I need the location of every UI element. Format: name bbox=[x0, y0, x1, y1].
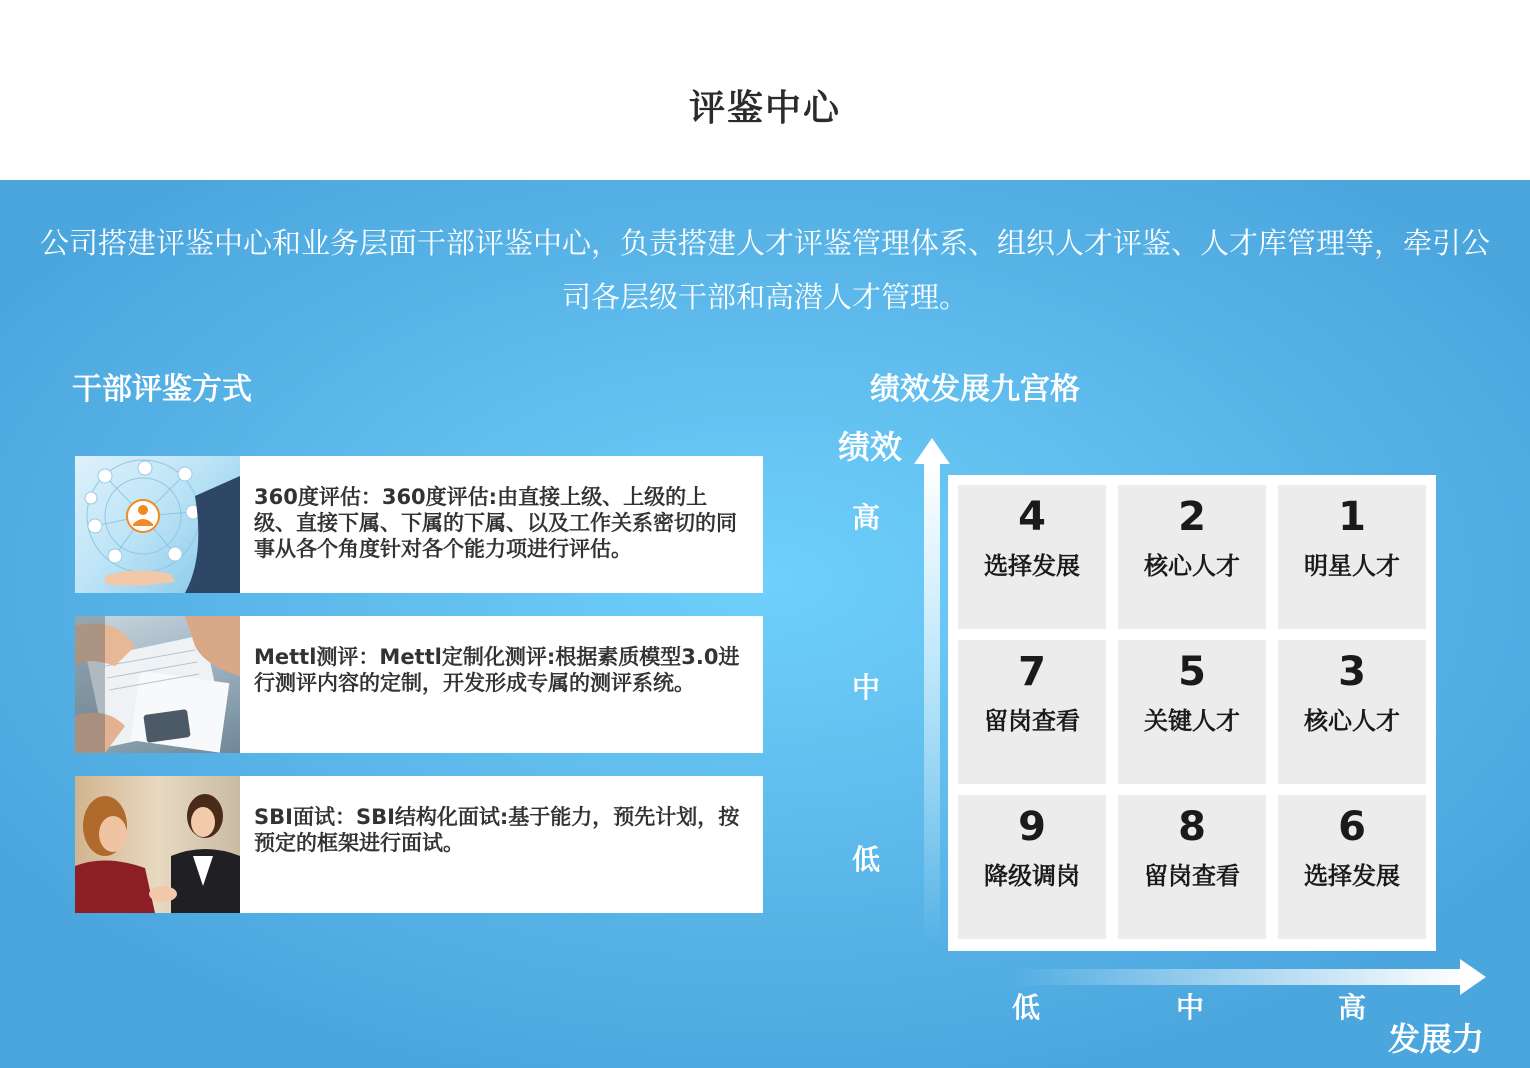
y-tick-high: 高 bbox=[852, 501, 881, 534]
network-people-image bbox=[75, 456, 240, 593]
y-axis-arrow bbox=[924, 462, 940, 942]
main-section bbox=[0, 180, 1530, 1068]
grid-cell bbox=[1118, 485, 1266, 629]
cell-label: 明星人才 bbox=[1304, 552, 1400, 580]
cell-label: 留岗查看 bbox=[984, 707, 1080, 735]
x-tick-low: 低 bbox=[1012, 991, 1041, 1024]
method-desc-sbi: SBI面试：SBI结构化面试:基于能力，预先计划，按预定的框架进行面试。 bbox=[254, 805, 740, 855]
method-desc-mettl: Mettl测评：Mettl定制化测评:根据素质模型3.0进行测评内容的定制，开发形成专属的测评系统。 bbox=[254, 645, 740, 695]
grid-cell bbox=[1278, 485, 1426, 629]
interview-handshake-image bbox=[75, 776, 240, 913]
grid-cell bbox=[1278, 640, 1426, 784]
cell-label: 关键人才 bbox=[1144, 707, 1240, 735]
cell-label: 选择发展 bbox=[1304, 862, 1400, 890]
cell-number: 5 bbox=[1178, 649, 1206, 695]
cell-label: 核心人才 bbox=[1144, 552, 1240, 580]
cell-label: 留岗查看 bbox=[1144, 862, 1240, 890]
y-axis-arrowhead bbox=[914, 438, 950, 464]
method-card-mettl bbox=[75, 616, 763, 753]
grid-cell bbox=[958, 640, 1106, 784]
method-desc-360: 360度评估：360度评估:由直接上级、上级的上级、直接下属、下属的下属、以及工作关系密切的同事从各个角度针对各个能力项进行评估。 bbox=[254, 485, 737, 561]
cell-number: 1 bbox=[1338, 494, 1366, 540]
grid-cell bbox=[1118, 795, 1266, 939]
cell-number: 2 bbox=[1178, 494, 1206, 540]
x-tick-high: 高 bbox=[1338, 991, 1367, 1024]
grid-cell bbox=[1278, 795, 1426, 939]
nine-box-grid bbox=[948, 475, 1436, 951]
cell-number: 4 bbox=[1018, 494, 1046, 540]
grid-cell bbox=[958, 485, 1106, 629]
cell-number: 7 bbox=[1018, 649, 1046, 695]
page-title: 评鉴中心 bbox=[688, 88, 841, 129]
x-axis-arrowhead bbox=[1460, 959, 1486, 995]
cell-label: 选择发展 bbox=[984, 552, 1080, 580]
section-title-methods: 干部评鉴方式 bbox=[72, 372, 252, 407]
method-card-sbi bbox=[75, 776, 763, 913]
cell-number: 8 bbox=[1178, 804, 1206, 850]
header bbox=[0, 0, 1530, 180]
y-axis-label: 绩效 bbox=[838, 428, 903, 466]
intro-text: 公司搭建评鉴中心和业务层面干部评鉴中心，负责搭建人才评鉴管理体系、组织人才评鉴、人才库管理等，牵引公司各层级干部和高潜人才管理。 bbox=[40, 226, 1491, 314]
grid-cell bbox=[1118, 640, 1266, 784]
cell-number: 3 bbox=[1338, 649, 1366, 695]
desk-documents-image bbox=[75, 616, 240, 753]
x-axis-arrow bbox=[1010, 969, 1462, 985]
y-tick-low: 低 bbox=[852, 843, 881, 876]
cell-number: 9 bbox=[1018, 804, 1046, 850]
section-title-ninebox: 绩效发展九宫格 bbox=[870, 372, 1080, 407]
cell-number: 6 bbox=[1338, 804, 1366, 850]
grid-cell bbox=[958, 795, 1106, 939]
cell-label: 核心人才 bbox=[1304, 707, 1400, 735]
method-card-360 bbox=[75, 456, 763, 593]
x-tick-mid: 中 bbox=[1176, 991, 1205, 1024]
y-tick-mid: 中 bbox=[852, 671, 881, 704]
x-axis-label: 发展力 bbox=[1388, 1020, 1485, 1058]
cell-label: 降级调岗 bbox=[984, 862, 1080, 890]
